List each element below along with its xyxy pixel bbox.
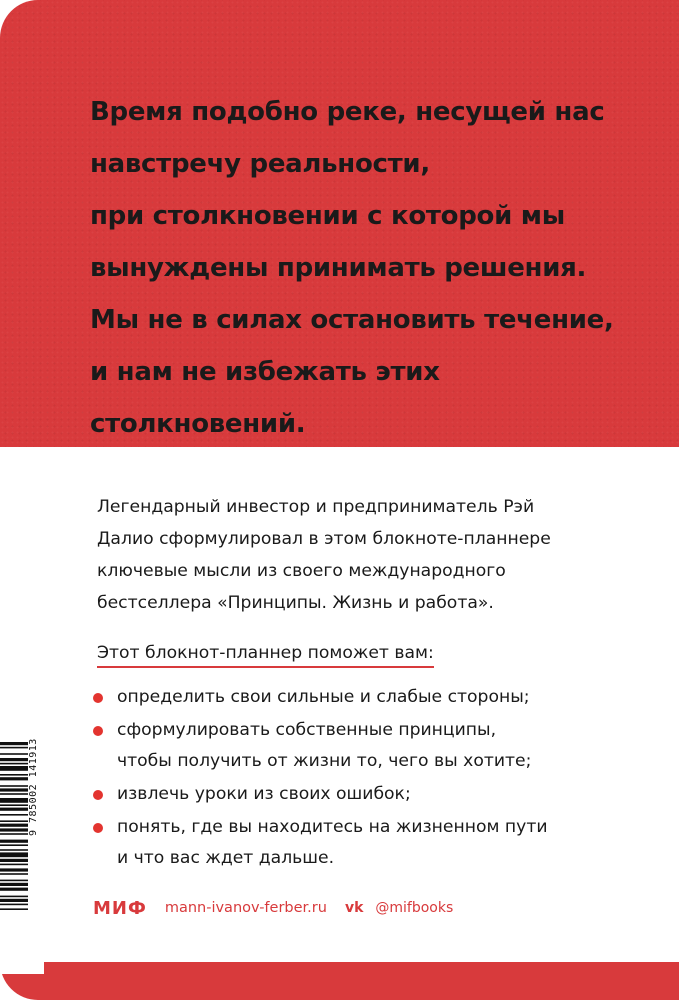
barcode-bar <box>0 766 28 771</box>
intro-line: Легендарный инвестор и предприниматель Рэй <box>97 497 535 517</box>
intro-line: бестселлера «Принципы. Жизнь и работа». <box>97 593 494 613</box>
barcode-bar <box>0 833 28 835</box>
barcode-digits: 9 785002 141913 <box>28 738 39 836</box>
barcode-bar <box>0 849 28 851</box>
social-handle-link[interactable]: @mifbooks <box>375 900 454 916</box>
barcode-bar <box>0 868 28 871</box>
quote-line: Мы не в силах остановить течение, <box>90 305 614 335</box>
barcode-bar <box>0 798 28 803</box>
list-item-text: понять, где вы находитесь на жизненном пути <box>117 817 548 837</box>
quote-line: столкновений. <box>90 409 306 439</box>
barcode-bar <box>0 785 28 787</box>
barcode-bar <box>0 777 28 780</box>
bullet-dot-icon <box>93 823 103 833</box>
barcode-bar <box>0 873 28 875</box>
quote-line: вынуждены принимать решения. <box>90 253 587 283</box>
quote-line: навстречу реальности, <box>90 149 430 179</box>
red-bottom-strip <box>0 962 679 1000</box>
cover-quote <box>90 86 650 450</box>
barcode-bar <box>0 864 28 866</box>
vk-icon: vk <box>344 900 364 916</box>
quote-line: и нам не избежать этих <box>90 357 440 387</box>
barcode-bar <box>0 840 28 843</box>
barcode-bar <box>0 808 28 811</box>
barcode-bar <box>0 828 28 831</box>
list-item <box>93 812 663 874</box>
list-item-text: извлечь уроки из своих ошибок; <box>117 784 411 804</box>
barcode-bar <box>0 758 28 761</box>
barcode-bar <box>0 880 28 882</box>
publisher-footer <box>93 895 453 921</box>
helps-heading: Этот блокнот-планнер поможет вам: <box>97 640 434 668</box>
barcode-bar <box>0 824 28 827</box>
barcode-bar <box>0 788 28 791</box>
publisher-url-link[interactable]: mann-ivanov-ferber.ru <box>164 900 327 916</box>
barcode-bar <box>0 899 28 902</box>
barcode-bar <box>0 814 28 816</box>
barcode-bar <box>0 793 28 795</box>
barcode-bar <box>0 774 28 776</box>
quote-line: при столкновении с которой мы <box>90 201 565 231</box>
list-item-text: чтобы получить от жизни то, чего вы хотите; <box>117 751 532 771</box>
barcode-bar <box>0 908 28 910</box>
list-item <box>93 715 663 777</box>
barcode-bar <box>0 763 28 765</box>
barcode-bar <box>0 844 28 846</box>
barcode-bar <box>0 888 28 891</box>
list-item-text: определить свои сильные и слабые стороны; <box>117 687 530 707</box>
barcode-bar <box>0 753 28 755</box>
barcode-bar <box>0 747 28 749</box>
list-item <box>93 682 663 713</box>
intro-paragraph <box>97 491 667 619</box>
barcode-bar <box>0 804 28 806</box>
intro-line: ключевые мысли из своего международного <box>97 561 506 581</box>
bullet-dot-icon <box>93 726 103 736</box>
barcode-bar <box>0 820 28 822</box>
barcode-bar <box>0 852 28 857</box>
barcode-bar <box>0 904 28 906</box>
benefits-list <box>93 682 663 876</box>
bullet-dot-icon <box>93 693 103 703</box>
barcode-bar <box>0 859 28 862</box>
quote-line: Время подобно реке, несущей нас <box>90 97 605 127</box>
intro-line: Далио сформулировал в этом блокноте-планнере <box>97 529 551 549</box>
barcode-bar <box>0 742 28 745</box>
list-item-text: сформулировать собственные принципы, <box>117 720 497 740</box>
list-item <box>93 779 663 810</box>
bullet-dot-icon <box>93 790 103 800</box>
list-item-text: и что вас ждет дальше. <box>117 848 335 868</box>
publisher-logo: МИФ <box>93 897 147 919</box>
barcode-bar <box>0 883 28 886</box>
barcode-bar <box>0 896 28 898</box>
barcode-bars-icon <box>0 738 28 974</box>
